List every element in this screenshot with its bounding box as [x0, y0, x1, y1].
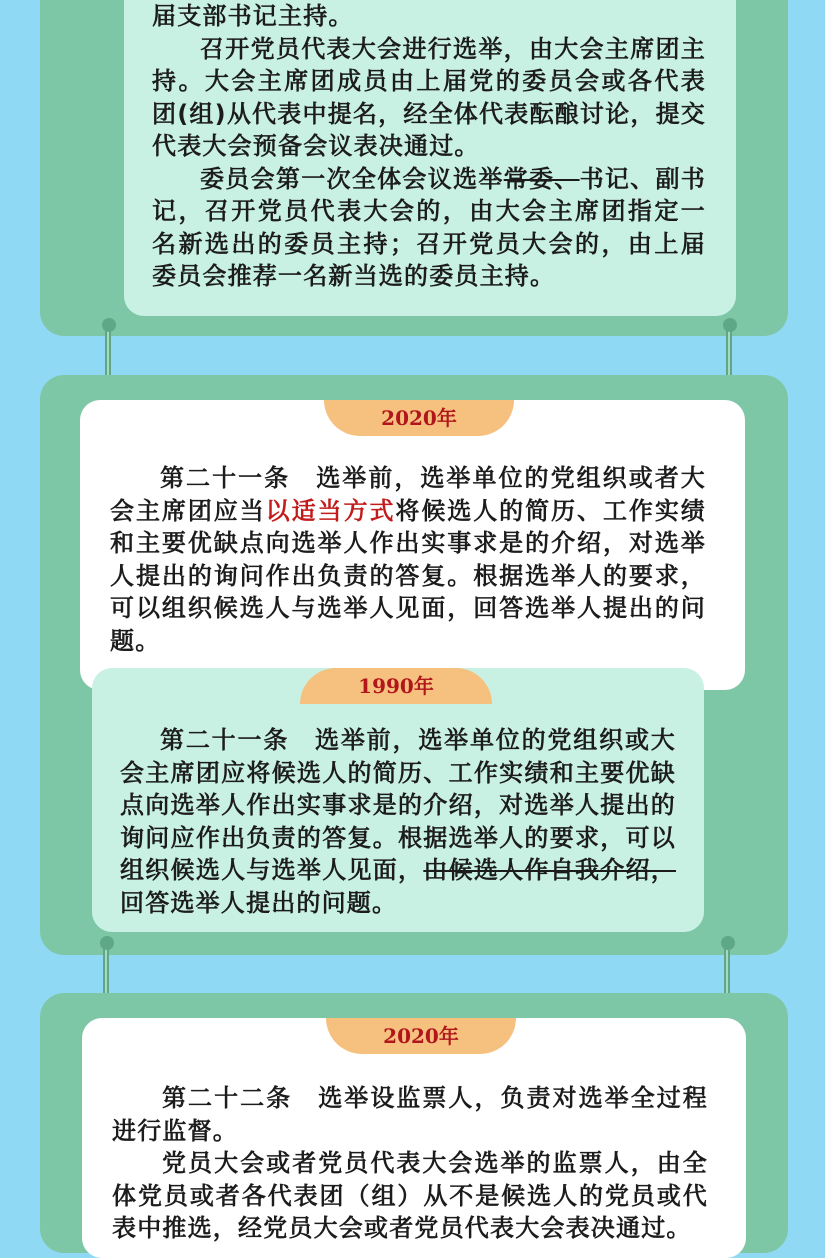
- deleted-text: 常委、: [503, 164, 580, 193]
- article-text-1990: [120, 724, 676, 919]
- article-text-1: [152, 0, 706, 293]
- text-span: 委员会第一次全体会议选举: [200, 164, 504, 193]
- article-text-2020: [110, 462, 706, 657]
- text-span: 将候选人的简历、工作实绩和主要优缺点向选举人作出实事求是的介绍，对选举人提出的询问作出负责的答复。根据选举人的要求，可以组织候选人与选举人见面，回答选举人提出的问题。: [110, 496, 707, 655]
- text-span: 第二十二条 选举设监票人，负责对选举全过程进行监督。: [112, 1084, 708, 1145]
- text-paragraph: [120, 724, 676, 919]
- year-tag-2020: 2020年: [326, 1018, 516, 1054]
- text-line: 届支部书记主持。: [152, 2, 354, 30]
- text-paragraph: [112, 1147, 708, 1245]
- year-tag-2020: 2020年: [324, 400, 514, 436]
- text-span: 回答选举人提出的问题。: [120, 888, 398, 917]
- text-span: 召开党员代表大会进行选举，由大会主席团主持。大会主席团成员由上届党的委员会或各代表团(组)从代表中提名，经全体代表酝酿讨论，提交代表大会预备会议表决通过。: [152, 34, 706, 160]
- highlight-text: 以适当方式: [265, 496, 396, 525]
- year-tag-1990: 1990年: [300, 668, 492, 704]
- article-text-22: [112, 1082, 708, 1245]
- text-paragraph: [112, 1082, 708, 1147]
- deleted-text: 由候选人作自我介绍，: [423, 856, 676, 884]
- text-span: 第二十一条 选举前，选举单位的党组织或大会主席团应将候选人的简历、工作实绩和主要优缺点向选举人作出实事求是的介绍，对选举人提出的询问应作出负责的答复。根据选举人的要求，可以组织候选人与选举人见面，: [120, 726, 676, 884]
- text-span: 党员大会或者党员代表大会选举的监票人，由全体党员或者各代表团（组）从不是候选人的党员或代表中推选，经党员大会或者党员代表大会表决通过。: [112, 1149, 708, 1242]
- text-span: 书记、副书记，召开党员代表大会的，由大会主席团指定一名新选出的委员主持；召开党员大会的，由上届委员会推荐一名新当选的委员主持。: [152, 164, 706, 290]
- text-span: 第二十一条 选举前，选举单位的党组织或者大会主席团应当: [110, 464, 706, 525]
- text-paragraph: [152, 163, 706, 293]
- text-paragraph: [152, 33, 706, 163]
- text-paragraph: [110, 462, 706, 657]
